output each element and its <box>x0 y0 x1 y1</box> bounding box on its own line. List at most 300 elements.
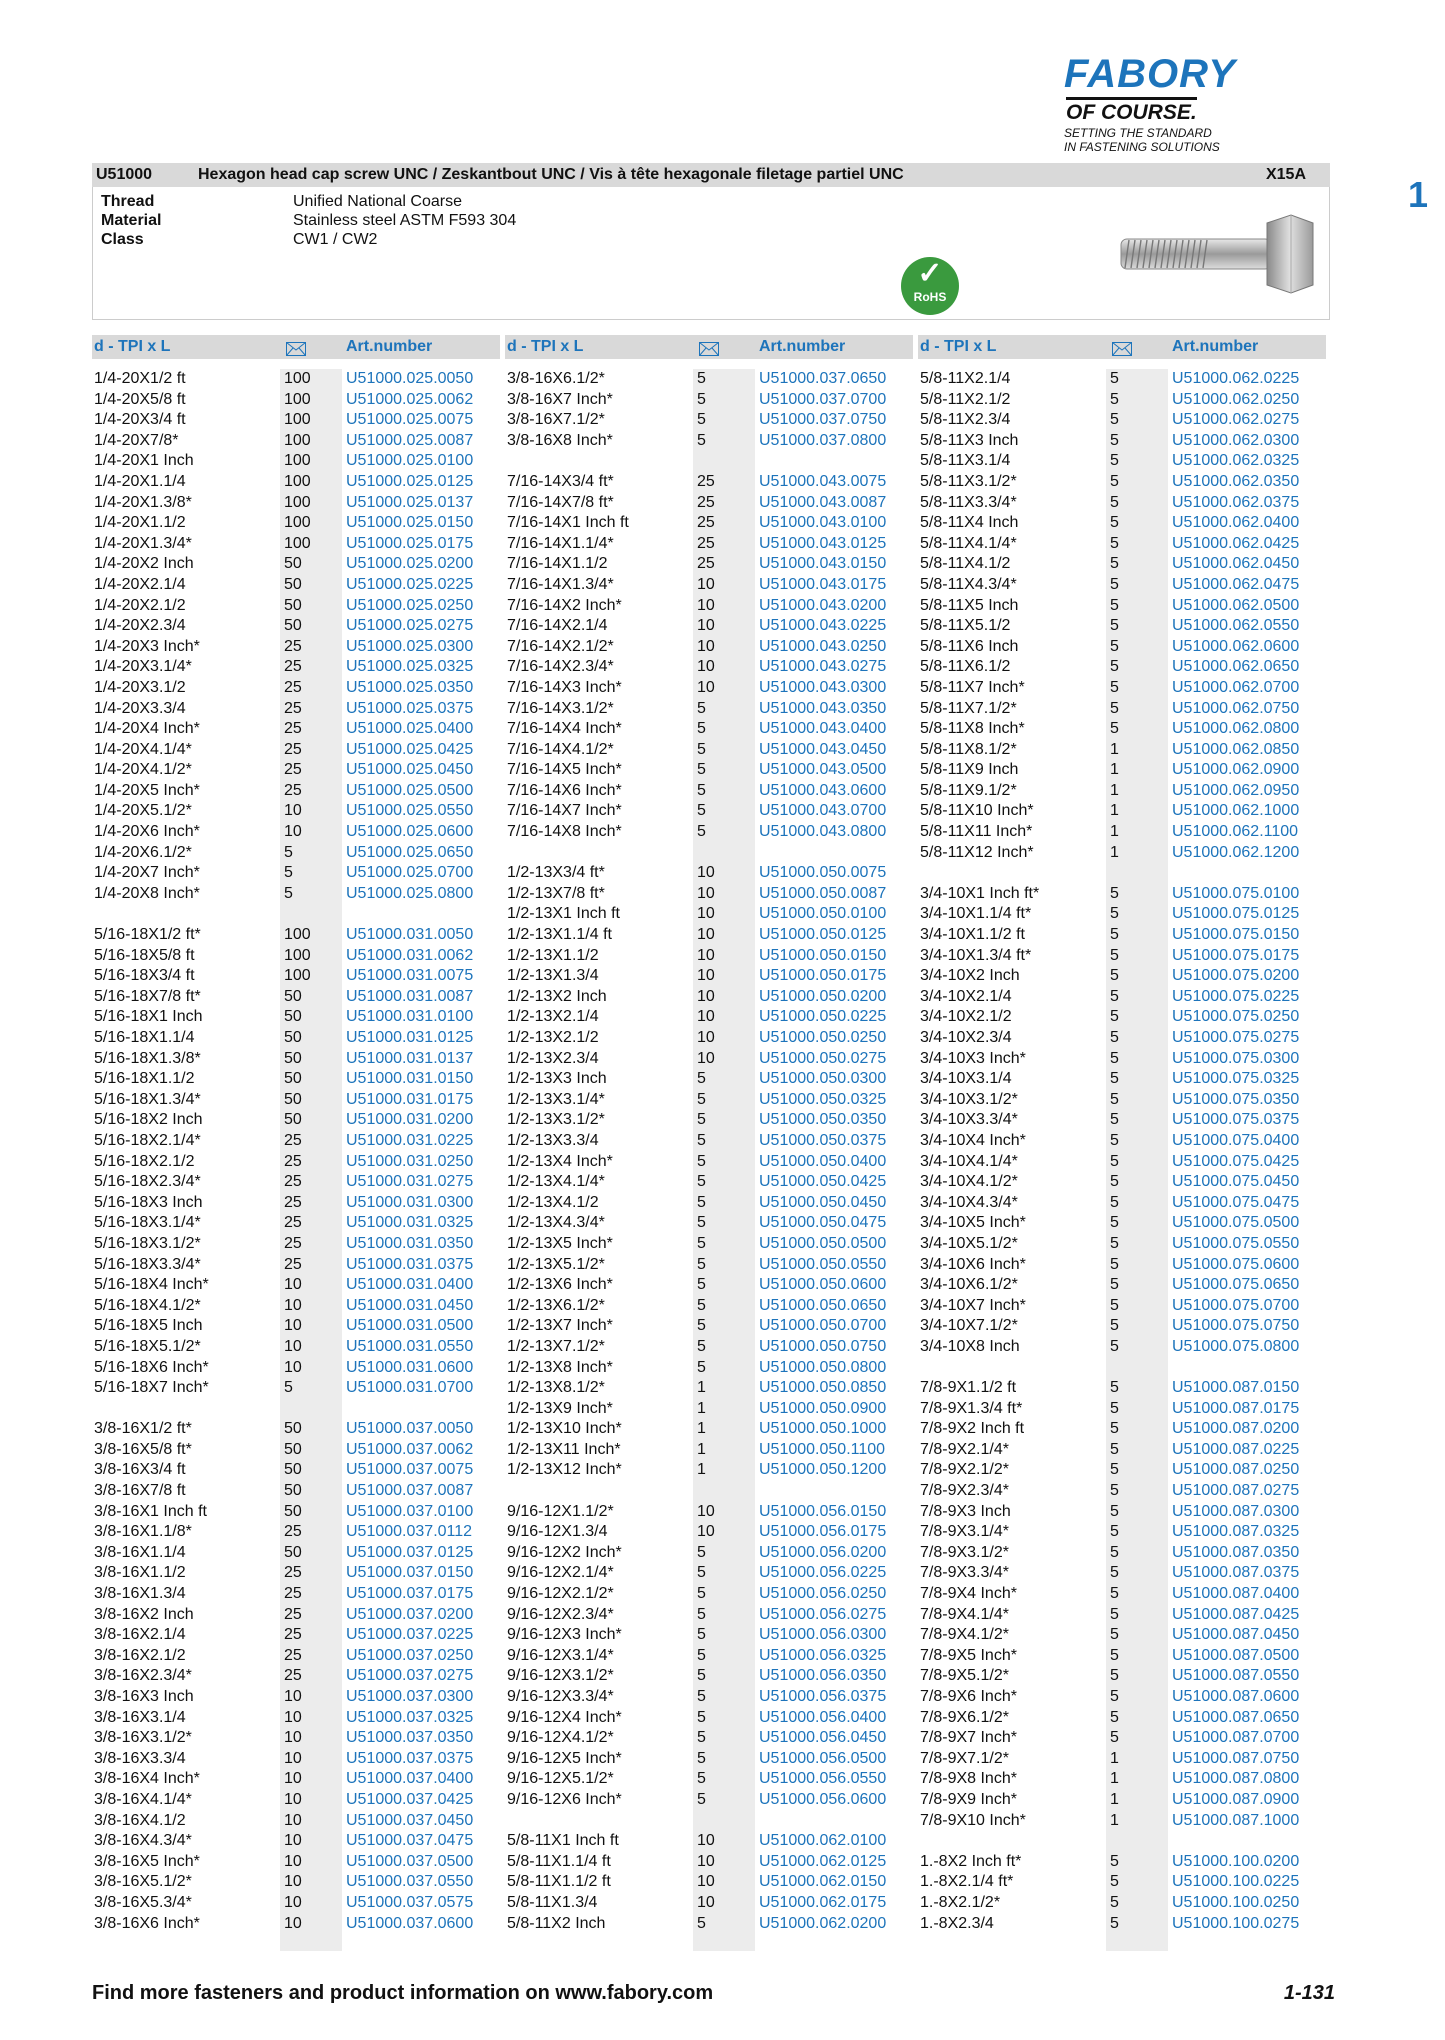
size-cell: 1/2-13X1 Inch ft <box>507 905 620 923</box>
article-number-link[interactable]: U51000.043.0500 <box>759 761 887 779</box>
size-cell: 5/16-18X3.1/4* <box>94 1214 201 1232</box>
article-number-link[interactable]: U51000.056.0350 <box>759 1667 887 1685</box>
article-number-link[interactable]: U51000.025.0275 <box>346 617 474 635</box>
article-number-link[interactable]: U51000.075.0150 <box>1172 926 1300 944</box>
article-number-link[interactable]: U51000.075.0375 <box>1172 1111 1300 1129</box>
article-number-link[interactable]: U51000.087.0600 <box>1172 1688 1300 1705</box>
size-cell: 5/8-11X4.1/4* <box>920 534 1017 552</box>
table-row <box>505 657 913 678</box>
article-number-link[interactable]: U51000.050.0175 <box>759 967 887 985</box>
article-number-link[interactable]: U51000.025.0800 <box>346 884 474 902</box>
table-row <box>92 390 500 411</box>
article-number-link[interactable]: U51000.087.0750 <box>1172 1749 1300 1767</box>
article-number-link[interactable]: U51000.050.1100 <box>759 1440 886 1458</box>
article-number-link[interactable]: U51000.062.0325 <box>1172 452 1300 470</box>
article-number-link[interactable]: U51000.056.0250 <box>759 1585 887 1603</box>
size-cell: 1/4-20X6 Inch* <box>94 823 200 841</box>
article-number-link[interactable]: U51000.037.0125 <box>346 1543 474 1561</box>
article-number-link[interactable]: U51000.075.0650 <box>1172 1276 1300 1294</box>
article-number-link[interactable]: U51000.025.0062 <box>346 390 474 408</box>
table-row <box>918 1563 1326 1584</box>
table-row <box>92 1090 500 1111</box>
size-cell: 7/16-14X2.3/4* <box>507 658 614 676</box>
article-number-link[interactable]: U51000.025.0150 <box>346 514 474 532</box>
article-number-link[interactable]: U51000.050.1200 <box>759 1461 887 1479</box>
table-row <box>92 616 500 637</box>
article-number-link[interactable]: U51000.043.0250 <box>759 637 887 655</box>
article-number-link[interactable]: U51000.087.0225 <box>1172 1440 1300 1458</box>
article-number-link[interactable]: U51000.025.0087 <box>346 431 474 449</box>
table-row <box>918 1893 1326 1914</box>
size-cell: 3/4-10X3.3/4* <box>920 1111 1018 1129</box>
article-number-link[interactable]: U51000.056.0325 <box>759 1646 887 1664</box>
article-number-link[interactable]: U51000.062.0200 <box>759 1914 887 1932</box>
article-number-link[interactable]: U51000.037.0750 <box>759 411 887 429</box>
article-number-link[interactable]: U51000.037.0375 <box>346 1749 474 1767</box>
table-row <box>505 431 913 452</box>
size-cell: 9/16-12X1.1/2* <box>507 1502 614 1520</box>
article-number-link[interactable]: U51000.062.1200 <box>1172 843 1300 861</box>
article-number-link[interactable]: U51000.043.0450 <box>759 740 887 758</box>
article-number-link[interactable]: U51000.075.0550 <box>1172 1234 1300 1252</box>
article-number-link[interactable]: U51000.087.0650 <box>1172 1708 1300 1726</box>
article-number-link[interactable]: U51000.031.0300 <box>346 1193 474 1211</box>
article-number-link[interactable]: U51000.062.1100 <box>1172 823 1299 841</box>
article-number-link[interactable]: U51000.056.0150 <box>759 1502 887 1520</box>
article-number-link[interactable]: U51000.056.0550 <box>759 1770 887 1788</box>
article-number-link[interactable]: U51000.025.0175 <box>346 534 474 552</box>
size-cell: 3/4-10X3.1/4 <box>920 1070 1012 1088</box>
qty-cell: 5 <box>1110 1131 1119 1149</box>
article-number-link[interactable]: U51000.025.0225 <box>346 575 474 593</box>
article-number-link[interactable]: U51000.037.0225 <box>346 1626 474 1644</box>
size-column-header: d - TPI x L <box>507 338 584 355</box>
qty-cell: 25 <box>697 555 715 573</box>
article-number-link[interactable]: U51000.056.0600 <box>759 1790 887 1808</box>
article-number-link[interactable]: U51000.075.0325 <box>1172 1070 1300 1088</box>
article-number-link[interactable]: U51000.031.0600 <box>346 1358 474 1376</box>
article-number-link[interactable]: U51000.050.0375 <box>759 1131 887 1149</box>
table-row <box>918 1131 1326 1152</box>
size-cell: 5/16-18X6 Inch* <box>94 1358 209 1376</box>
article-number-link[interactable]: U51000.062.0600 <box>1172 637 1300 655</box>
article-number-link[interactable]: U51000.056.0225 <box>759 1564 887 1582</box>
article-number-link[interactable]: U51000.037.0275 <box>346 1667 474 1685</box>
table-row <box>505 1790 913 1811</box>
article-number-link[interactable]: U51000.050.0125 <box>759 926 887 944</box>
article-number-link[interactable]: U51000.031.0062 <box>346 946 474 964</box>
size-cell: 7/8-9X3 Inch <box>920 1502 1011 1520</box>
article-number-link[interactable]: U51000.087.0250 <box>1172 1461 1300 1479</box>
article-number-link[interactable]: U51000.075.0700 <box>1172 1296 1300 1314</box>
qty-cell: 10 <box>284 1811 302 1829</box>
table-row <box>505 1605 913 1626</box>
article-number-link[interactable]: U51000.037.0550 <box>346 1873 474 1891</box>
qty-cell: 5 <box>697 720 706 738</box>
article-number-link[interactable]: U51000.062.0475 <box>1172 575 1300 593</box>
qty-cell: 5 <box>1110 1111 1119 1129</box>
article-number-link[interactable]: U51000.025.0075 <box>346 411 474 429</box>
article-number-link[interactable]: U51000.025.0050 <box>346 370 474 387</box>
table-row <box>505 1687 913 1708</box>
article-number-link[interactable]: U51000.043.0350 <box>759 699 887 717</box>
article-number-link[interactable]: U51000.062.0125 <box>759 1852 887 1870</box>
table-row <box>505 1914 913 1935</box>
table-row <box>505 1749 913 1770</box>
article-number-link[interactable]: U51000.062.0450 <box>1172 555 1300 573</box>
article-number-link[interactable]: U51000.031.0275 <box>346 1173 474 1191</box>
article-number-link[interactable]: U51000.087.0500 <box>1172 1646 1300 1664</box>
article-number-link[interactable]: U51000.075.0500 <box>1172 1214 1300 1232</box>
article-number-link[interactable]: U51000.087.0200 <box>1172 1420 1300 1438</box>
table-row <box>918 1234 1326 1255</box>
qty-cell: 5 <box>1110 1914 1119 1932</box>
qty-cell: 50 <box>284 617 302 635</box>
qty-cell: 5 <box>1110 1605 1119 1623</box>
article-number-link[interactable]: U51000.056.0400 <box>759 1708 887 1726</box>
article-number-link[interactable]: U51000.062.0425 <box>1172 534 1300 552</box>
qty-cell: 50 <box>284 555 302 573</box>
article-number-link[interactable]: U51000.037.0175 <box>346 1585 474 1603</box>
article-number-link[interactable]: U51000.062.0700 <box>1172 678 1300 696</box>
table-row <box>918 1522 1326 1543</box>
article-number-link[interactable]: U51000.050.0650 <box>759 1296 887 1314</box>
article-number-link[interactable]: U51000.075.0200 <box>1172 967 1300 985</box>
size-cell: 7/8-9X4.1/4* <box>920 1605 1009 1623</box>
article-number-link[interactable]: U51000.087.1000 <box>1172 1811 1300 1829</box>
qty-cell: 5 <box>1110 390 1119 408</box>
article-number-link[interactable]: U51000.056.0200 <box>759 1543 887 1561</box>
table-row <box>92 1378 500 1399</box>
article-number-link[interactable]: U51000.050.0425 <box>759 1173 887 1191</box>
article-number-link[interactable]: U51000.062.1000 <box>1172 802 1300 820</box>
article-number-link[interactable]: U51000.050.0300 <box>759 1070 887 1088</box>
article-number-link[interactable]: U51000.087.0425 <box>1172 1605 1300 1623</box>
table-row <box>918 1378 1326 1399</box>
article-number-link[interactable]: U51000.025.0125 <box>346 472 474 490</box>
article-number-link[interactable]: U51000.037.0087 <box>346 1482 474 1500</box>
article-number-link[interactable]: U51000.031.0075 <box>346 967 474 985</box>
qty-cell: 5 <box>1110 1193 1119 1211</box>
qty-cell: 5 <box>1110 1626 1119 1644</box>
article-number-link[interactable]: U51000.100.0250 <box>1172 1893 1300 1911</box>
article-number-link[interactable]: U51000.075.0175 <box>1172 946 1300 964</box>
size-cell: 3/8-16X1.3/4 <box>94 1585 186 1603</box>
article-number-link[interactable]: U51000.087.0325 <box>1172 1523 1300 1541</box>
article-number-link[interactable]: U51000.050.0600 <box>759 1276 887 1294</box>
article-number-link[interactable]: U51000.087.0400 <box>1172 1585 1300 1603</box>
article-number-link[interactable]: U51000.056.0300 <box>759 1626 887 1644</box>
article-number-link[interactable]: U51000.025.0700 <box>346 864 474 882</box>
article-number-link[interactable]: U51000.100.0200 <box>1172 1852 1300 1870</box>
size-cell: 3/8-16X1.1/2 <box>94 1564 186 1582</box>
article-number-link[interactable]: U51000.037.0600 <box>346 1914 474 1932</box>
article-number-link[interactable]: U51000.075.0250 <box>1172 1008 1300 1026</box>
qty-cell: 5 <box>697 1585 706 1603</box>
article-number-link[interactable]: U51000.037.0450 <box>346 1811 474 1829</box>
article-number-link[interactable]: U51000.050.0850 <box>759 1379 887 1397</box>
article-number-link[interactable]: U51000.025.0425 <box>346 740 474 758</box>
article-number-link[interactable]: U51000.050.0150 <box>759 946 887 964</box>
size-cell: 1/2-13X3.1/4* <box>507 1090 605 1108</box>
table-row <box>505 554 913 575</box>
article-number-link[interactable]: U51000.050.0900 <box>759 1399 887 1417</box>
article-number-link[interactable]: U51000.031.0375 <box>346 1255 474 1273</box>
article-number-link[interactable]: U51000.062.0550 <box>1172 617 1300 635</box>
size-cell: 3/8-16X3.3/4 <box>94 1749 186 1767</box>
size-cell: 7/8-9X3.1/4* <box>920 1523 1009 1541</box>
size-cell: 1/4-20X3.1/4* <box>94 658 192 676</box>
article-number-link[interactable]: U51000.087.0150 <box>1172 1379 1300 1397</box>
article-number-link[interactable]: U51000.043.0600 <box>759 781 887 799</box>
article-number-link[interactable]: U51000.075.0400 <box>1172 1131 1300 1149</box>
size-cell: 7/8-9X1.1/2 ft <box>920 1379 1017 1397</box>
article-number-link[interactable]: U51000.031.0050 <box>346 926 474 944</box>
article-number-link[interactable]: U51000.025.0300 <box>346 637 474 655</box>
article-number-link[interactable]: U51000.050.0350 <box>759 1111 887 1129</box>
article-number-link[interactable]: U51000.031.0700 <box>346 1379 474 1397</box>
size-cell: 1/2-13X7/8 ft* <box>507 884 605 902</box>
article-number-link[interactable]: U51000.031.0400 <box>346 1276 474 1294</box>
article-number-link[interactable]: U51000.037.0250 <box>346 1646 474 1664</box>
article-number-link[interactable]: U51000.031.0137 <box>346 1049 474 1067</box>
article-number-link[interactable]: U51000.062.0850 <box>1172 740 1300 758</box>
article-number-link[interactable]: U51000.087.0275 <box>1172 1482 1300 1500</box>
article-number-link[interactable]: U51000.087.0175 <box>1172 1399 1300 1417</box>
article-number-link[interactable]: U51000.062.0500 <box>1172 596 1300 614</box>
article-number-link[interactable]: U51000.031.0100 <box>346 1008 474 1026</box>
article-number-link[interactable]: U51000.025.0200 <box>346 555 474 573</box>
article-number-link[interactable]: U51000.043.0275 <box>759 658 887 676</box>
qty-cell: 10 <box>697 1873 715 1891</box>
article-number-link[interactable]: U51000.031.0500 <box>346 1317 474 1335</box>
size-cell: 1/2-13X3/4 ft* <box>507 864 605 882</box>
article-number-link[interactable]: U51000.037.0300 <box>346 1688 474 1705</box>
article-number-link[interactable]: U51000.056.0450 <box>759 1729 887 1747</box>
article-number-link[interactable]: U51000.025.0550 <box>346 802 474 820</box>
article-number-link[interactable]: U51000.087.0550 <box>1172 1667 1300 1685</box>
article-number-link[interactable]: U51000.056.0500 <box>759 1749 887 1767</box>
article-number-link[interactable]: U51000.087.0375 <box>1172 1564 1300 1582</box>
article-number-link[interactable]: U51000.025.0400 <box>346 720 474 738</box>
article-number-link[interactable]: U51000.043.0075 <box>759 472 887 490</box>
article-number-link[interactable]: U51000.025.0600 <box>346 823 474 841</box>
article-number-link[interactable]: U51000.087.0800 <box>1172 1770 1300 1788</box>
article-number-link[interactable]: U51000.050.0325 <box>759 1090 887 1108</box>
article-number-link[interactable]: U51000.100.0225 <box>1172 1873 1300 1891</box>
article-number-link[interactable]: U51000.043.0100 <box>759 514 887 532</box>
article-number-link[interactable]: U51000.037.0425 <box>346 1790 474 1808</box>
article-number-link[interactable]: U51000.050.0800 <box>759 1358 887 1376</box>
size-cell: 3/8-16X2.1/4 <box>94 1626 186 1644</box>
article-number-link[interactable]: U51000.062.0100 <box>759 1832 887 1850</box>
article-number-link[interactable]: U51000.075.0100 <box>1172 884 1300 902</box>
size-cell: 5/8-11X1.3/4 <box>507 1893 598 1911</box>
article-number-link[interactable]: U51000.062.0650 <box>1172 658 1300 676</box>
article-number-link[interactable]: U51000.031.0125 <box>346 1029 474 1046</box>
size-cell: 5/16-18X1.1/2 <box>94 1070 195 1088</box>
article-number-link[interactable]: U51000.062.0250 <box>1172 390 1300 408</box>
article-number-link[interactable]: U51000.037.0075 <box>346 1461 474 1479</box>
article-number-link[interactable]: U51000.056.0375 <box>759 1688 887 1705</box>
article-number-link[interactable]: U51000.031.0350 <box>346 1234 474 1252</box>
article-number-link[interactable]: U51000.075.0600 <box>1172 1255 1300 1273</box>
article-number-link[interactable]: U51000.043.0700 <box>759 802 887 820</box>
table-row <box>92 657 500 678</box>
article-number-link[interactable]: U51000.062.0400 <box>1172 514 1300 532</box>
qty-cell: 10 <box>284 1729 302 1747</box>
table-row <box>918 904 1326 925</box>
size-cell: 1/4-20X1.1/2 <box>94 514 186 532</box>
article-number-link[interactable]: U51000.025.0375 <box>346 699 474 717</box>
article-number-link[interactable]: U51000.031.0250 <box>346 1152 474 1170</box>
qty-cell: 5 <box>697 1337 706 1355</box>
article-number-link[interactable]: U51000.037.0400 <box>346 1770 474 1788</box>
article-number-link[interactable]: U51000.037.0800 <box>759 431 887 449</box>
article-number-link[interactable]: U51000.087.0350 <box>1172 1543 1300 1561</box>
qty-cell: 5 <box>1110 493 1119 511</box>
article-number-link[interactable]: U51000.031.0450 <box>346 1296 474 1314</box>
article-number-link[interactable]: U51000.025.0325 <box>346 658 474 676</box>
article-number-link[interactable]: U51000.037.0150 <box>346 1564 474 1582</box>
size-cell: 1/4-20X5/8 ft <box>94 390 186 408</box>
article-number-link[interactable]: U51000.043.0400 <box>759 720 887 738</box>
article-number-link[interactable]: U51000.075.0275 <box>1172 1029 1300 1046</box>
article-number-link[interactable]: U51000.037.0500 <box>346 1852 474 1870</box>
article-number-link[interactable]: U51000.050.0075 <box>759 864 887 882</box>
qty-cell: 5 <box>1110 1852 1119 1870</box>
size-cell: 5/16-18X4.1/2* <box>94 1296 201 1314</box>
article-number-link[interactable]: U51000.050.0550 <box>759 1255 887 1273</box>
article-number-link[interactable]: U51000.075.0475 <box>1172 1193 1300 1211</box>
article-number-link[interactable]: U51000.087.0450 <box>1172 1626 1300 1644</box>
article-number-link[interactable]: U51000.025.0650 <box>346 843 474 861</box>
article-number-link[interactable]: U51000.062.0800 <box>1172 720 1300 738</box>
qty-cell: 10 <box>284 1832 302 1850</box>
article-number-link[interactable]: U51000.062.0150 <box>759 1873 887 1891</box>
article-number-link[interactable]: U51000.025.0250 <box>346 596 474 614</box>
qty-cell: 5 <box>697 1688 706 1705</box>
article-number-link[interactable]: U51000.075.0750 <box>1172 1317 1300 1335</box>
table-row <box>505 410 913 431</box>
size-cell: 5/8-11X3.1/2* <box>920 472 1017 490</box>
article-number-link[interactable]: U51000.037.0650 <box>759 370 887 387</box>
article-number-link[interactable]: U51000.050.0250 <box>759 1029 887 1046</box>
article-number-link[interactable]: U51000.050.0500 <box>759 1234 887 1252</box>
article-number-link[interactable]: U51000.037.0700 <box>759 390 887 408</box>
article-number-link[interactable]: U51000.025.0137 <box>346 493 474 511</box>
article-number-link[interactable]: U51000.031.0225 <box>346 1131 474 1149</box>
article-number-link[interactable]: U51000.043.0150 <box>759 555 887 573</box>
article-number-link[interactable]: U51000.050.0400 <box>759 1152 887 1170</box>
article-number-link[interactable]: U51000.062.0900 <box>1172 761 1300 779</box>
article-number-link[interactable]: U51000.037.0112 <box>346 1523 473 1541</box>
table-row <box>505 1708 913 1729</box>
article-number-link[interactable]: U51000.031.0325 <box>346 1214 474 1232</box>
article-number-link[interactable]: U51000.037.0325 <box>346 1708 474 1726</box>
table-row <box>505 1275 913 1296</box>
article-number-link[interactable]: U51000.050.0100 <box>759 905 887 923</box>
article-number-link[interactable]: U51000.062.0300 <box>1172 431 1300 449</box>
article-number-link[interactable]: U51000.050.1000 <box>759 1420 887 1438</box>
article-number-link[interactable]: U51000.043.0125 <box>759 534 887 552</box>
article-number-link[interactable]: U51000.043.0300 <box>759 678 887 696</box>
table-row <box>92 1502 500 1523</box>
article-number-link[interactable]: U51000.075.0300 <box>1172 1049 1300 1067</box>
article-number-link[interactable]: U51000.025.0100 <box>346 452 474 470</box>
article-number-link[interactable]: U51000.050.0750 <box>759 1337 887 1355</box>
article-number-link[interactable]: U51000.050.0275 <box>759 1049 887 1067</box>
article-number-link[interactable]: U51000.031.0550 <box>346 1337 474 1355</box>
article-number-link[interactable]: U51000.043.0087 <box>759 493 887 511</box>
article-number-link[interactable]: U51000.037.0475 <box>346 1832 474 1850</box>
article-number-link[interactable]: U51000.037.0200 <box>346 1605 474 1623</box>
article-number-link[interactable]: U51000.050.0700 <box>759 1317 887 1335</box>
size-cell: 3/8-16X4.1/4* <box>94 1790 192 1808</box>
article-number-link[interactable]: U51000.043.0225 <box>759 617 887 635</box>
article-number-link[interactable]: U51000.056.0175 <box>759 1523 887 1541</box>
table-row <box>92 1110 500 1131</box>
article-number-link[interactable]: U51000.062.0350 <box>1172 472 1300 490</box>
article-number-link[interactable]: U51000.031.0087 <box>346 987 474 1005</box>
article-number-link[interactable]: U51000.043.0800 <box>759 823 887 841</box>
size-cell: 3/8-16X5.3/4* <box>94 1893 192 1911</box>
article-number-link[interactable]: U51000.062.0175 <box>759 1893 887 1911</box>
article-number-link[interactable]: U51000.087.0900 <box>1172 1790 1300 1808</box>
qty-cell: 1 <box>1110 1770 1119 1788</box>
article-number-link[interactable]: U51000.075.0425 <box>1172 1152 1300 1170</box>
article-number-link[interactable]: U51000.037.0350 <box>346 1729 474 1747</box>
article-number-link[interactable]: U51000.025.0350 <box>346 678 474 696</box>
article-number-link[interactable]: U51000.037.0050 <box>346 1420 474 1438</box>
article-number-link[interactable]: U51000.025.0450 <box>346 761 474 779</box>
qty-cell: 5 <box>697 1605 706 1623</box>
article-number-link[interactable]: U51000.075.0225 <box>1172 987 1300 1005</box>
article-number-link[interactable]: U51000.087.0700 <box>1172 1729 1300 1747</box>
article-number-link[interactable]: U51000.056.0275 <box>759 1605 887 1623</box>
article-number-link[interactable]: U51000.043.0200 <box>759 596 887 614</box>
article-number-link[interactable]: U51000.087.0300 <box>1172 1502 1300 1520</box>
article-number-link[interactable]: U51000.031.0175 <box>346 1090 474 1108</box>
article-number-link[interactable]: U51000.100.0275 <box>1172 1914 1300 1932</box>
article-number-link[interactable]: U51000.025.0500 <box>346 781 474 799</box>
article-number-link[interactable]: U51000.050.0225 <box>759 1008 887 1026</box>
article-number-link[interactable]: U51000.075.0125 <box>1172 905 1300 923</box>
article-number-link[interactable]: U51000.050.0475 <box>759 1214 887 1232</box>
table-row <box>505 1172 913 1193</box>
size-cell: 3/4-10X4.1/4* <box>920 1152 1018 1170</box>
article-number-link[interactable]: U51000.050.0200 <box>759 987 887 1005</box>
article-number-link[interactable]: U51000.062.0375 <box>1172 493 1300 511</box>
article-number-link[interactable]: U51000.062.0750 <box>1172 699 1300 717</box>
article-number-link[interactable]: U51000.037.0062 <box>346 1440 474 1458</box>
article-number-link[interactable]: U51000.075.0800 <box>1172 1337 1300 1355</box>
size-cell: 1/2-13X11 Inch* <box>507 1440 621 1458</box>
article-number-link[interactable]: U51000.031.0150 <box>346 1070 474 1088</box>
qty-cell: 25 <box>284 1605 302 1623</box>
article-number-link[interactable]: U51000.050.0450 <box>759 1193 887 1211</box>
article-number-link[interactable]: U51000.037.0575 <box>346 1893 474 1911</box>
article-number-link[interactable]: U51000.031.0200 <box>346 1111 474 1129</box>
article-number-link[interactable]: U51000.050.0087 <box>759 884 887 902</box>
article-number-link[interactable]: U51000.062.0275 <box>1172 411 1300 429</box>
article-number-link[interactable]: U51000.043.0175 <box>759 575 887 593</box>
article-number-link[interactable]: U51000.075.0450 <box>1172 1173 1300 1191</box>
article-number-link[interactable]: U51000.062.0225 <box>1172 370 1300 387</box>
article-number-link[interactable]: U51000.037.0100 <box>346 1502 474 1520</box>
article-number-link[interactable]: U51000.075.0350 <box>1172 1090 1300 1108</box>
article-number-link[interactable]: U51000.062.0950 <box>1172 781 1300 799</box>
